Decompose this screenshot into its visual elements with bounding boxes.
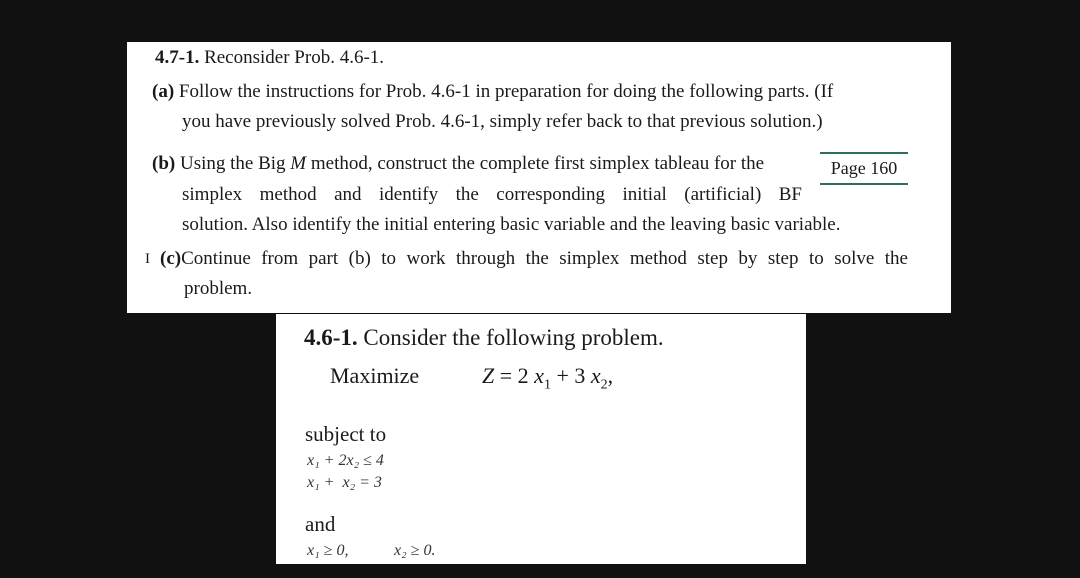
objective-x1-sub: 1 (543, 377, 551, 393)
part-b-label: (b) (152, 153, 176, 174)
objective-x1: x (534, 363, 544, 388)
part-a-text-1: Follow the instructions for Prob. 4.6-1 in preparation for doing the following parts. (If (178, 81, 834, 102)
objective-z: Z (482, 363, 495, 388)
objective-x2: x (590, 363, 601, 388)
margin-marker: I (145, 251, 150, 267)
and-label: and (305, 512, 336, 536)
part-c-line-1 (160, 248, 908, 270)
problem-4-7-1-heading (155, 47, 384, 69)
objective-eq: = 2 (494, 363, 535, 388)
part-b-line-1 (152, 153, 764, 175)
problem-4-6-1-title: Consider the following problem. (363, 325, 664, 350)
constraint-2: x₁ + x₂ = 3 (307, 474, 382, 491)
subject-to-label: subject to (305, 422, 387, 446)
constraint-1: x₁ + 2x₂ ≤ 4 (307, 452, 384, 469)
objective-comma: , (607, 363, 614, 388)
page-reference-badge: Page 160 (820, 152, 908, 185)
problem-4-7-1-title: Reconsider Prob. 4.6-1. (204, 47, 385, 68)
part-c-line-2: problem. (184, 278, 253, 299)
part-c-text-1: Continue from part (b) to work through the simplex method step by step to solve the (181, 248, 908, 269)
nonnegativity-x2: x₂ ≥ 0. (394, 542, 436, 559)
nonnegativity-x1: x₁ ≥ 0, (307, 542, 349, 559)
part-b-text-1b: method, construct the complete first simplex tableau for the (306, 153, 765, 174)
part-a-line-1 (152, 81, 833, 103)
part-c-label: (c) (160, 248, 182, 269)
part-a-line-2: you have previously solved Prob. 4.6-1, simply refer back to that previous solution.) (182, 111, 823, 132)
problem-4-6-1-heading (304, 325, 664, 351)
objective-x2-sub: 2 (600, 377, 608, 393)
objective-plus: + 3 (550, 363, 591, 388)
part-a-label: (a) (152, 81, 175, 102)
part-b-line-2: simplex method and identify the corresponding initial (artificial) BF (182, 184, 802, 205)
part-b-line-3: solution. Also identify the initial entering basic variable and the leaving basic variable. (182, 214, 841, 235)
maximize-label: Maximize (330, 363, 420, 388)
problem-4-7-1-number: 4.7-1. (155, 47, 200, 68)
problem-4-6-1-number: 4.6-1. (304, 325, 358, 350)
part-b-big-m: M (290, 153, 307, 174)
objective-function (482, 363, 613, 398)
part-b-text-1a: Using the Big (179, 153, 291, 174)
